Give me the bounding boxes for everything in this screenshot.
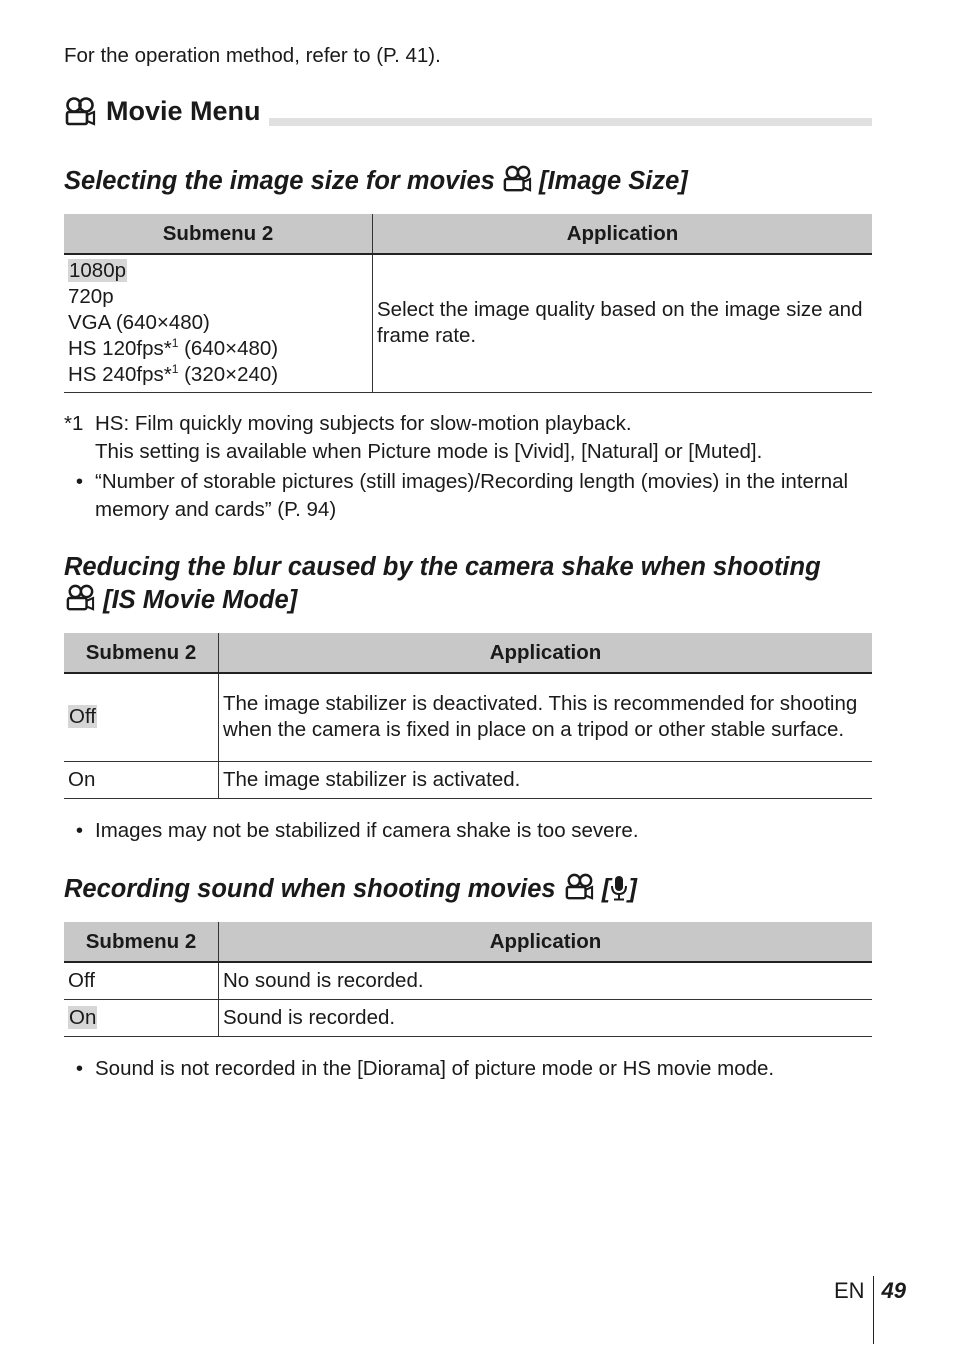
column-header: Submenu 2 — [64, 922, 219, 962]
option-cell — [64, 999, 219, 1036]
language-label: EN — [833, 1278, 865, 1303]
microphone-icon — [610, 875, 628, 901]
column-header: Application — [219, 922, 873, 962]
page-footer — [834, 1276, 906, 1344]
sound-heading — [64, 873, 637, 906]
is-mode-heading-line: Reducing the blur caused by the camera shake when shooting — [64, 553, 821, 581]
bullet-mark: • — [75, 1057, 84, 1080]
option-cell: On — [64, 761, 219, 798]
is-mode-heading-suffix: [IS Movie Mode] — [103, 586, 298, 614]
application-cell: The image stabilizer is deactivated. This is recommended for shooting when the camera is fixed in place on a tripod or other stable surface. — [219, 673, 873, 761]
option-cell: Off — [64, 962, 219, 999]
column-header: Submenu 2 — [64, 633, 219, 673]
column-header: Application — [373, 214, 873, 254]
image-size-application: Select the image quality based on the image size and frame rate. — [373, 254, 873, 392]
option-cell — [64, 673, 219, 761]
movie-camera-icon — [563, 873, 595, 901]
default-option: On — [69, 1005, 97, 1029]
is-mode-table — [64, 633, 872, 799]
option-720p: 720p — [68, 285, 114, 309]
footnote-line: This setting is available when Picture mode is [Vivid], [Natural] or [Muted]. — [95, 440, 763, 463]
footnote — [64, 410, 864, 466]
table-row — [64, 999, 872, 1036]
section-heading — [64, 94, 872, 130]
column-header: Application — [219, 633, 873, 673]
intro-text: For the operation method, refer to (P. 41). — [64, 44, 441, 67]
is-mode-heading — [64, 551, 884, 617]
option-vga: VGA (640×480) — [68, 311, 210, 335]
sound-heading-bracket: [ — [601, 875, 611, 903]
table-row — [64, 962, 872, 999]
movie-camera-icon — [64, 584, 96, 612]
image-size-heading-text: Selecting the image size for movies — [64, 167, 495, 195]
sound-heading-text: Recording sound when shooting movies — [64, 875, 556, 903]
application-cell: The image stabilizer is activated. — [219, 761, 873, 798]
column-header: Submenu 2 — [64, 214, 373, 254]
table-row — [64, 761, 872, 798]
default-option: 1080p — [69, 259, 127, 283]
bullet-note — [64, 817, 864, 845]
sound-table — [64, 922, 872, 1037]
section-title: Movie Menu — [106, 96, 261, 126]
bullet-text: Images may not be stabilized if camera shake is too severe. — [95, 819, 639, 842]
image-size-options — [64, 254, 373, 392]
application-cell: No sound is recorded. — [219, 962, 873, 999]
image-size-heading — [64, 165, 688, 198]
movie-camera-icon — [64, 97, 96, 127]
bullet-text: “Number of storable pictures (still images)/Recording length (movies) in the internal memory and cards” (P. 94) — [95, 470, 849, 521]
bullet-text: Sound is not recorded in the [Diorama] of picture mode or HS movie mode. — [95, 1057, 775, 1080]
application-cell: Sound is recorded. — [219, 999, 873, 1036]
option-1080p — [68, 258, 368, 284]
bullet-note — [64, 468, 864, 524]
option-hs-120: HS 120fps*$^1$ (640×480) — [68, 336, 279, 361]
footnote-line: HS: Film quickly moving subjects for slow-motion playback. — [95, 412, 632, 435]
image-size-heading-suffix: [Image Size] — [539, 167, 688, 195]
bullet-mark: • — [75, 819, 84, 842]
image-size-table — [64, 214, 872, 393]
page-number: 49 — [873, 1276, 906, 1344]
default-option: Off — [69, 705, 96, 729]
footnote-mark: *1 — [64, 412, 84, 435]
sound-heading-bracket: ] — [628, 875, 637, 903]
bullet-mark: • — [75, 470, 84, 493]
table-row — [64, 673, 872, 761]
movie-camera-icon — [502, 165, 532, 193]
bullet-note — [64, 1055, 864, 1083]
option-hs-240: HS 240fps*$^1$ (320×240) — [68, 362, 279, 387]
